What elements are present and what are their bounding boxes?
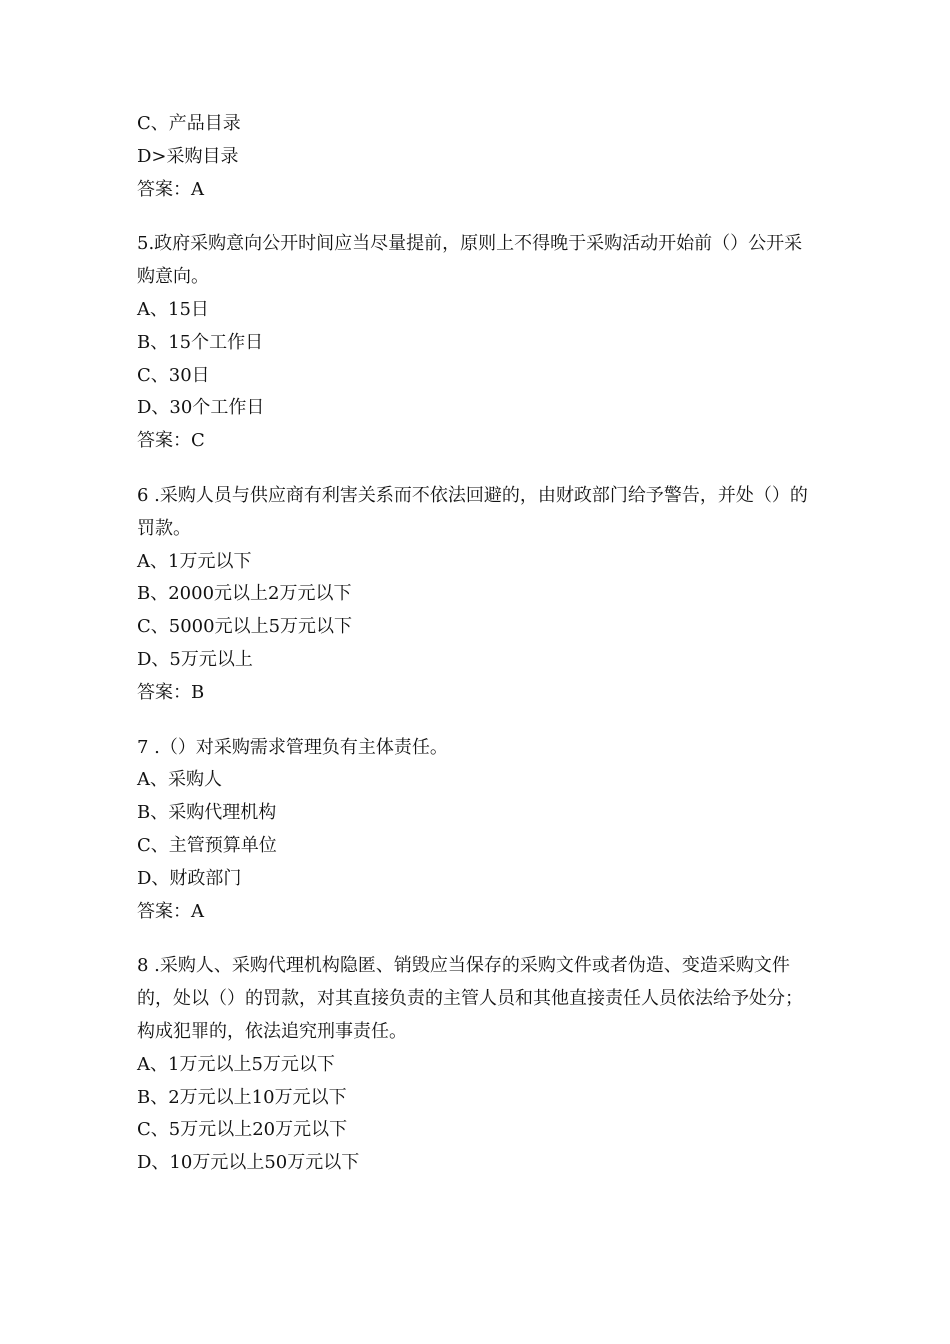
question-list [137, 108, 817, 1180]
question-text: 5.政府采购意向公开时间应当尽量提前，原则上不得晚于采购活动开始前（）公开采购意向。 [137, 233, 803, 288]
question-text: 7 .（）对采购需求管理负有主体责任。 [137, 736, 448, 758]
answer: 答案：A [137, 178, 204, 200]
option-d: D>采购目录 [137, 145, 239, 167]
option-a: A、1万元以上5万元以下 [137, 1053, 335, 1075]
answer: 答案：B [137, 681, 205, 703]
option-d: D、5万元以上 [137, 648, 253, 670]
option-c: C、5000元以上5万元以下 [137, 616, 353, 638]
question-block-8 [137, 950, 817, 1180]
answer: 答案：A [137, 900, 204, 922]
option-b: B、2000元以上2万元以下 [137, 583, 352, 605]
option-a: A、15日 [137, 298, 209, 320]
option-d: D、10万元以上50万元以下 [137, 1152, 360, 1174]
question-text: 6 .采购人员与供应商有利害关系而不依法回避的，由财政部门给予警告，并处（）的罚款。 [137, 484, 808, 539]
question-block-7 [137, 732, 817, 929]
option-c: C、30日 [137, 364, 210, 386]
option-c: C、产品目录 [137, 113, 241, 134]
question-text: 8 .采购人、采购代理机构隐匿、销毁应当保存的采购文件或者伪造、变造采购文件的，处以（）的罚款，对其直接负责的主管人员和其他直接责任人员依法给予处分；构成犯罪的，依法追究刑事责任。 [137, 955, 803, 1042]
question-block-5 [137, 228, 817, 458]
option-d: D、财政部门 [137, 867, 242, 889]
option-b: B、15个工作日 [137, 331, 264, 353]
option-a: A、1万元以下 [137, 550, 252, 572]
option-b: B、采购代理机构 [137, 802, 277, 824]
option-b: B、2万元以上10万元以下 [137, 1086, 347, 1108]
question-block-4 [137, 108, 817, 206]
option-a: A、采购人 [137, 769, 222, 791]
question-block-6 [137, 480, 817, 710]
option-c: C、主管预算单位 [137, 834, 277, 856]
option-d: D、30个工作日 [137, 397, 265, 419]
option-c: C、5万元以上20万元以下 [137, 1119, 348, 1141]
answer: 答案：C [137, 430, 205, 452]
